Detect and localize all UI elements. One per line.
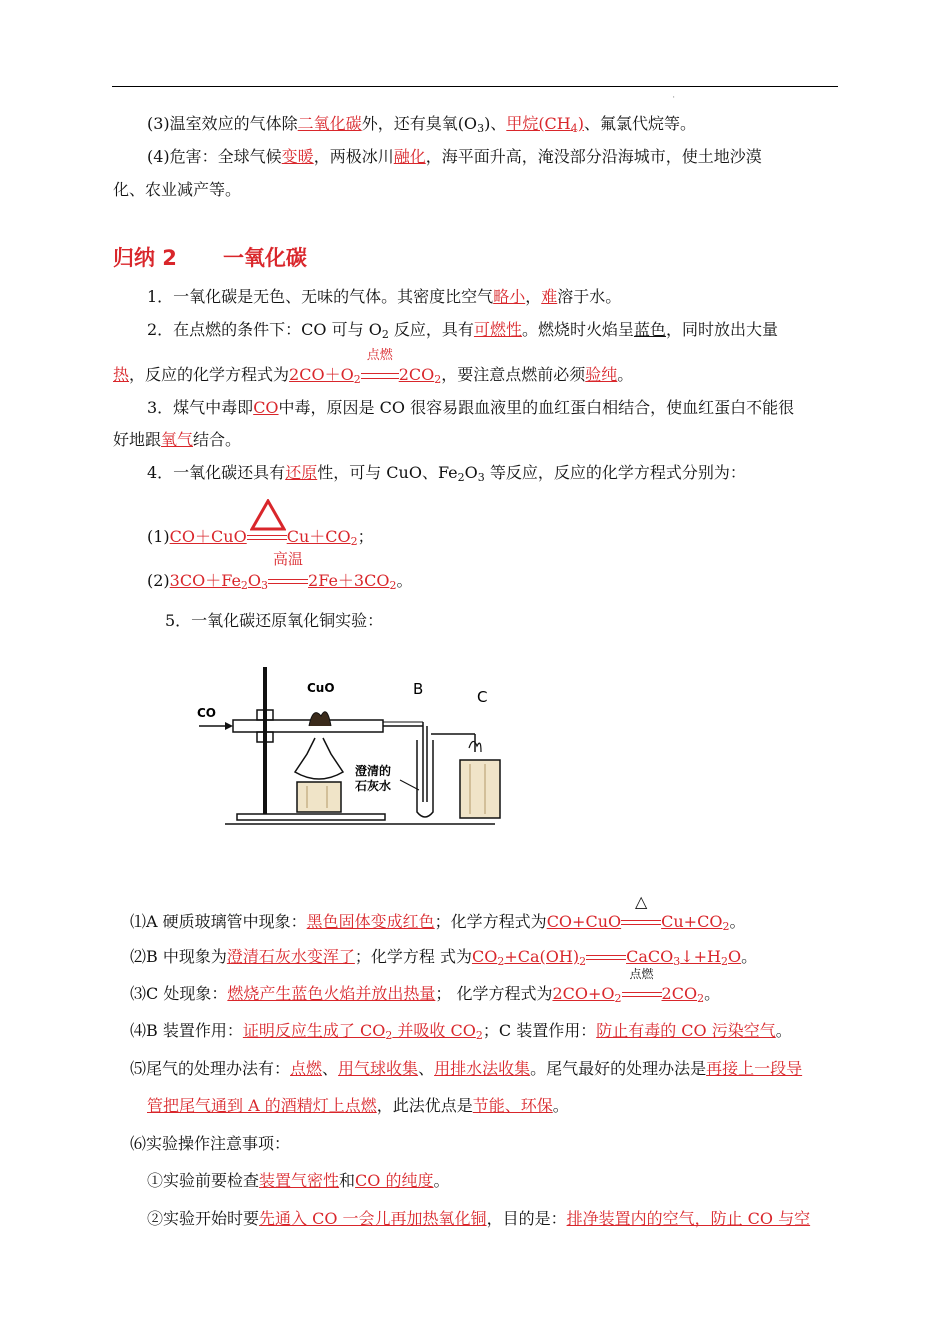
page-mark: ': [673, 96, 675, 103]
apparatus-figure: [195, 662, 515, 832]
header-rule: [112, 86, 838, 87]
equation-2: $(2)3CO+Fe_2O_3$ 高温 $2Fe+3CO_2$。: [147, 550, 413, 592]
section-heading: 归纳 2 一氧化碳: [113, 246, 307, 270]
question-1: ⑴A 硬质玻璃管中现象：黑色固体变成红色；化学方程式为CO+CuO △ $Cu+CO_2$。: [130, 892, 746, 933]
para-4-line2: 化、农业减产等。: [113, 180, 242, 199]
label-b: B: [413, 680, 424, 698]
question-6: ⑹实验操作注意事项：: [130, 1134, 291, 1153]
item-1: 1．一氧化碳是无色、无味的气体。其密度比空气略小，难溶于水。: [147, 287, 622, 306]
label-c: C: [477, 688, 488, 706]
label-cuo: CuO: [307, 681, 335, 695]
question-6-a: ①实验前要检查装置气密性和CO 的纯度。: [147, 1171, 450, 1190]
label-water-2: 石灰水: [355, 779, 392, 793]
question-2: ⑵B 中现象为澄清石灰水变浑了；化学方程 式为$CO_2+Ca(OH)_2$ $CaCO_3↓+H_2O$。: [130, 947, 758, 968]
equation-1: (1)CO＋CuO $Cu+CO_2$；: [147, 527, 374, 548]
item-3-line2: 好地跟氧气结合。: [113, 430, 242, 449]
question-4: ⑷B 装置作用：证明反应生成了 $CO_2$ 并吸收 $CO_2$；C 装置作用：防止有毒的 CO 污染空气。: [130, 1021, 792, 1042]
para-4: (4)危害：全球气候变暖，两极冰川融化，海平面升高，淹没部分沿海城市，使土地沙漠: [147, 147, 762, 166]
question-6-b: ②实验开始时要先通入 CO 一会儿再加热氧化铜，目的是：排净装置内的空气，防止 CO 与空: [147, 1209, 811, 1228]
question-3: ⑶C 处现象：燃烧产生蓝色火焰并放出热量； 化学方程式为$2CO+O_2$ 点燃 $2CO_2$。: [130, 967, 721, 1005]
question-5-line2: 管把尾气通到 A 的酒精灯上点燃，此法优点是节能、环保。: [147, 1096, 569, 1115]
equation-arrow: 点燃: [361, 364, 399, 386]
para-3: (3)温室效应的气体除二氧化碳外，还有臭氧$(O_3)$、甲烷$(CH_4)$、氟氯代烷等。: [147, 114, 697, 135]
item-3: 3．煤气中毒即CO中毒，原因是 CO 很容易跟血液里的血红蛋白相结合，使血红蛋白不能很: [147, 398, 795, 417]
label-co: CO: [197, 706, 217, 720]
item-4: 4．一氧化碳还具有还原性，可与 CuO、$Fe_2O_3$ 等反应，反应的化学方程式分别为：: [147, 463, 746, 484]
item-2: 2．在点燃的条件下：CO 可与 $O_2$ 反应，具有可燃性。燃烧时火焰呈蓝色，同时放出大量: [147, 320, 778, 341]
item-2-line2: 热，反应的化学方程式为$2CO+O_2$ 点燃 $2CO_2$，要注意点燃前必须验纯。: [113, 348, 634, 386]
question-5: ⑸尾气的处理办法有：点燃、用气球收集、用排水法收集。尾气最好的处理办法是再接上一段导: [130, 1059, 803, 1078]
label-water-1: 澄清的: [355, 764, 392, 778]
item-5: 5．一氧化碳还原氧化铜实验：: [165, 611, 384, 630]
